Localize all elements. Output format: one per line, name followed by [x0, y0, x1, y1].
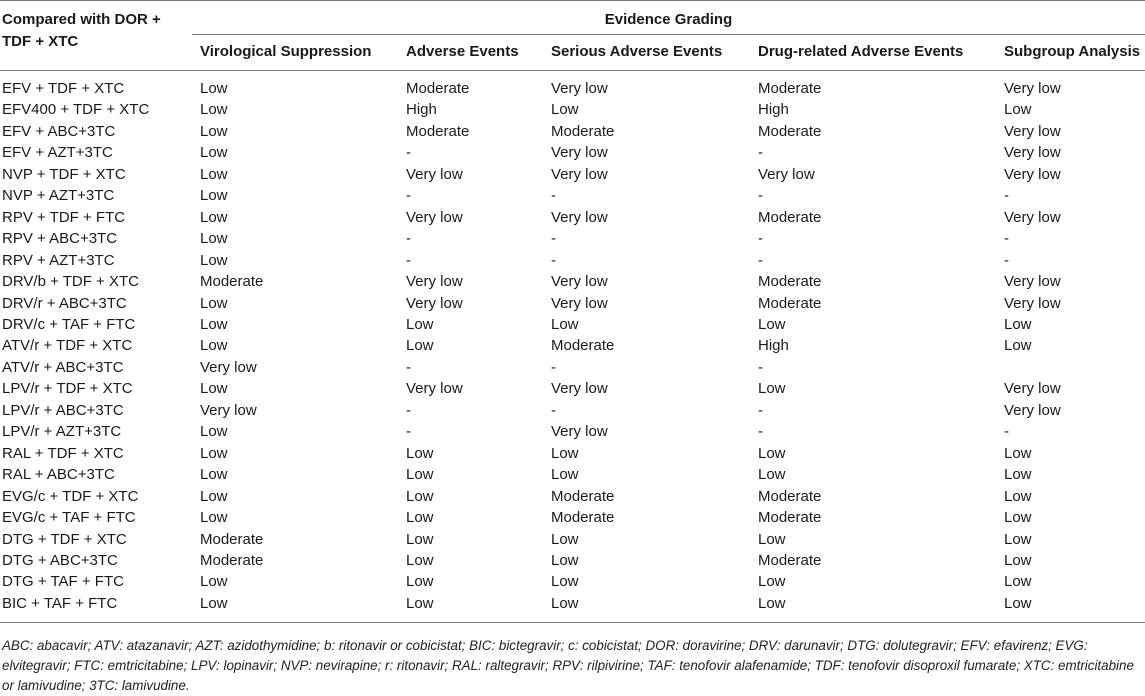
grade-cell: Low — [1004, 444, 1032, 462]
grade-cell: Very low — [551, 423, 608, 441]
grade-cell: Very low — [1004, 294, 1061, 312]
grade-cell: Low — [200, 487, 228, 505]
table-row — [0, 250, 1145, 271]
grade-cell: - — [551, 251, 556, 269]
grade-cell: - — [758, 144, 763, 162]
grade-cell: Low — [200, 594, 228, 612]
grade-cell: Low — [200, 208, 228, 226]
grade-cell: Moderate — [758, 487, 822, 505]
grade-cell: Very low — [551, 144, 608, 162]
grade-cell: Very low — [1004, 273, 1061, 291]
table-row — [0, 142, 1145, 163]
column-header-virological-suppression: Virological Suppression — [200, 43, 372, 60]
table-row — [0, 400, 1145, 421]
grade-cell: Low — [551, 594, 579, 612]
grade-cell: Low — [200, 101, 228, 119]
grade-cell: Very low — [406, 208, 463, 226]
grade-cell: Very low — [551, 273, 608, 291]
regimen-cell: LPV/r + ABC+3TC — [2, 401, 124, 419]
regimen-cell: LPV/r + AZT+3TC — [2, 423, 122, 441]
table-row — [0, 78, 1145, 99]
group-header-rule — [192, 34, 1145, 35]
regimen-cell: EFV400 + TDF + XTC — [2, 101, 150, 119]
grade-cell: - — [758, 423, 763, 441]
regimen-cell: DRV/b + TDF + XTC — [2, 273, 139, 291]
regimen-cell: ATV/r + TDF + XTC — [2, 337, 133, 355]
first-column-header: Compared with DOR + TDF + XTC — [2, 11, 161, 50]
table-row — [0, 464, 1145, 485]
grade-cell: Low — [200, 423, 228, 441]
grade-cell: - — [551, 401, 556, 419]
grade-cell: High — [406, 101, 437, 119]
grade-cell: Very low — [200, 358, 257, 376]
grade-cell: Very low — [551, 294, 608, 312]
table-row — [0, 443, 1145, 464]
grade-cell: Low — [1004, 573, 1032, 591]
grade-cell: Low — [200, 380, 228, 398]
grade-cell: Low — [1004, 466, 1032, 484]
grade-cell: Very low — [406, 273, 463, 291]
footnote: ABC: abacavir; ATV: atazanavir; AZT: azidothymidine; b: ritonavir or cobicistat; BIC: bictegravir; c: cobicistat; DOR: doravirine; DRV: darunavir; DTG: dolutegravir; EFV: efavirenz; EVG: elvitegravir; FTC: emtricitabine; LPV: lopinavir; NVP: nevirapine; r: ritonavir; RAL: raltegravir; RPV: rilpivirine; TAF: tenofovir alafenamide; TDF: tenofovir disoproxil fumarate; XTC: emtricitabine or lamivudine; 3TC: lamivudine. — [2, 638, 1134, 693]
grade-cell: Low — [551, 551, 579, 569]
regimen-cell: RAL + ABC+3TC — [2, 466, 115, 484]
column-header-subgroup-analysis: Subgroup Analysis — [1004, 43, 1141, 60]
grade-cell: Low — [758, 315, 786, 333]
regimen-cell: LPV/r + TDF + XTC — [2, 380, 133, 398]
grade-cell: Very low — [551, 208, 608, 226]
grade-cell: Moderate — [758, 208, 822, 226]
grade-cell: Low — [758, 444, 786, 462]
grade-cell: - — [758, 251, 763, 269]
regimen-cell: RPV + ABC+3TC — [2, 230, 118, 248]
grade-cell: Low — [551, 315, 579, 333]
grade-cell: Low — [1004, 315, 1032, 333]
grade-cell: Moderate — [551, 122, 615, 140]
grade-cell: Low — [200, 144, 228, 162]
grade-cell: Very low — [551, 80, 608, 97]
table-row — [0, 357, 1145, 378]
grade-cell: Moderate — [758, 294, 822, 312]
grade-cell: Low — [758, 466, 786, 484]
grade-cell: Low — [406, 337, 434, 355]
regimen-cell: EFV + TDF + XTC — [2, 80, 125, 97]
grade-cell: Low — [406, 594, 434, 612]
grade-cell: - — [551, 358, 556, 376]
grade-cell: Low — [406, 466, 434, 484]
grade-cell: Low — [758, 530, 786, 548]
regimen-cell: NVP + TDF + XTC — [2, 165, 126, 183]
grade-cell: Very low — [1004, 144, 1061, 162]
regimen-cell: EFV + AZT+3TC — [2, 144, 113, 162]
grade-cell: Very low — [551, 165, 608, 183]
grade-cell: Moderate — [758, 80, 822, 97]
table-body — [0, 78, 1145, 614]
regimen-cell: NVP + AZT+3TC — [2, 187, 115, 205]
table-row — [0, 421, 1145, 442]
grade-cell: - — [758, 187, 763, 205]
grade-cell: Low — [200, 122, 228, 140]
table-row — [0, 228, 1145, 249]
grade-cell: Low — [200, 573, 228, 591]
column-header-drug-related-adverse-events: Drug-related Adverse Events — [758, 43, 964, 60]
table-row — [0, 271, 1145, 292]
grade-cell: Low — [758, 594, 786, 612]
grade-cell: Low — [200, 294, 228, 312]
grade-cell: Low — [406, 444, 434, 462]
grade-cell: - — [406, 401, 411, 419]
regimen-cell: DRV/c + TAF + FTC — [2, 315, 136, 333]
table-row — [0, 164, 1145, 185]
table-row — [0, 293, 1145, 314]
grade-cell: Low — [200, 315, 228, 333]
regimen-cell: EVG/c + TDF + XTC — [2, 487, 139, 505]
group-header: Evidence Grading — [604, 11, 733, 28]
table-row — [0, 121, 1145, 142]
grade-cell: Low — [200, 230, 228, 248]
table-row — [0, 529, 1145, 550]
grade-cell: Moderate — [758, 273, 822, 291]
grade-cell: Low — [406, 530, 434, 548]
grade-cell: Moderate — [200, 273, 264, 291]
grade-cell: Low — [406, 487, 434, 505]
grade-cell: Low — [1004, 551, 1032, 569]
grade-cell: Moderate — [551, 487, 615, 505]
grade-cell: Moderate — [758, 551, 822, 569]
grade-cell: Low — [200, 187, 228, 205]
regimen-cell: EVG/c + TAF + FTC — [2, 509, 136, 527]
grade-cell: - — [1004, 423, 1009, 441]
grade-cell: - — [1004, 187, 1009, 205]
grade-cell: - — [406, 187, 411, 205]
grade-cell: Very low — [200, 401, 257, 419]
column-header-serious-adverse-events: Serious Adverse Events — [551, 43, 723, 60]
table-row — [0, 593, 1145, 614]
grade-cell: Low — [758, 380, 786, 398]
grade-cell: High — [758, 337, 789, 355]
regimen-cell: RPV + AZT+3TC — [2, 251, 115, 269]
grade-cell: - — [406, 423, 411, 441]
grade-cell — [1004, 357, 1145, 378]
regimen-cell: ATV/r + ABC+3TC — [2, 358, 124, 376]
grade-cell: - — [551, 187, 556, 205]
grade-cell: - — [758, 358, 763, 376]
grade-cell: Low — [551, 444, 579, 462]
table-row — [0, 207, 1145, 228]
grade-cell: Low — [1004, 594, 1032, 612]
grade-cell: Moderate — [200, 530, 264, 548]
grade-cell: Moderate — [551, 337, 615, 355]
grade-cell: Low — [200, 165, 228, 183]
table-row — [0, 571, 1145, 592]
grade-cell: - — [406, 230, 411, 248]
table-row — [0, 378, 1145, 399]
grade-cell: Low — [1004, 509, 1032, 527]
grade-cell: Moderate — [758, 122, 822, 140]
grade-cell: - — [406, 358, 411, 376]
grade-cell: Low — [200, 444, 228, 462]
grade-cell: Very low — [406, 380, 463, 398]
top-rule — [0, 0, 1145, 1]
regimen-cell: RPV + TDF + FTC — [2, 208, 126, 226]
grade-cell: - — [758, 230, 763, 248]
table-row — [0, 314, 1145, 335]
column-header-adverse-events: Adverse Events — [406, 43, 519, 60]
grade-cell: Low — [200, 466, 228, 484]
header-rule — [0, 70, 1145, 71]
grade-cell: - — [406, 144, 411, 162]
grade-cell: Low — [406, 509, 434, 527]
grade-cell: Low — [200, 509, 228, 527]
grade-cell: - — [758, 401, 763, 419]
table-row — [0, 550, 1145, 571]
grade-cell: Low — [551, 573, 579, 591]
grade-cell: Very low — [1004, 165, 1061, 183]
grade-cell: Low — [551, 466, 579, 484]
bottom-rule — [0, 622, 1145, 623]
grade-cell: Very low — [406, 165, 463, 183]
regimen-cell: DTG + ABC+3TC — [2, 551, 118, 569]
grade-cell: Moderate — [758, 509, 822, 527]
grade-cell: Very low — [551, 380, 608, 398]
grade-cell: Moderate — [406, 122, 470, 140]
table-row — [0, 335, 1145, 356]
grade-cell: Low — [406, 551, 434, 569]
grade-cell: - — [551, 230, 556, 248]
grade-cell: Low — [200, 251, 228, 269]
grade-cell: Very low — [406, 294, 463, 312]
regimen-cell: DRV/r + ABC+3TC — [2, 294, 127, 312]
table-row — [0, 507, 1145, 528]
regimen-cell: DTG + TDF + XTC — [2, 530, 127, 548]
table-row — [0, 486, 1145, 507]
grade-cell: Very low — [1004, 208, 1061, 226]
grade-cell: Low — [406, 315, 434, 333]
grade-cell: Very low — [1004, 80, 1061, 97]
grade-cell: Low — [1004, 530, 1032, 548]
grade-cell: Low — [1004, 487, 1032, 505]
regimen-cell: BIC + TAF + FTC — [2, 594, 118, 612]
grade-cell: Low — [551, 101, 579, 119]
grade-cell: Very low — [1004, 122, 1061, 140]
grade-cell: - — [1004, 251, 1009, 269]
grade-cell: Low — [200, 80, 228, 97]
table-row — [0, 185, 1145, 206]
grade-cell: Low — [200, 337, 228, 355]
regimen-cell: EFV + ABC+3TC — [2, 122, 116, 140]
grade-cell: Very low — [1004, 401, 1061, 419]
grade-cell: High — [758, 101, 789, 119]
grade-cell: Very low — [1004, 380, 1061, 398]
regimen-cell: DTG + TAF + FTC — [2, 573, 124, 591]
grade-cell: Low — [406, 573, 434, 591]
grade-cell: Low — [1004, 337, 1032, 355]
grade-cell: - — [406, 251, 411, 269]
grade-cell: Moderate — [406, 80, 470, 97]
grade-cell: Moderate — [551, 509, 615, 527]
grade-cell: Very low — [758, 165, 815, 183]
table-row — [0, 99, 1145, 120]
regimen-cell: RAL + TDF + XTC — [2, 444, 124, 462]
grade-cell: - — [1004, 230, 1009, 248]
grade-cell: Low — [551, 530, 579, 548]
grade-cell: Low — [758, 573, 786, 591]
grade-cell: Moderate — [200, 551, 264, 569]
grade-cell: Low — [1004, 101, 1032, 119]
